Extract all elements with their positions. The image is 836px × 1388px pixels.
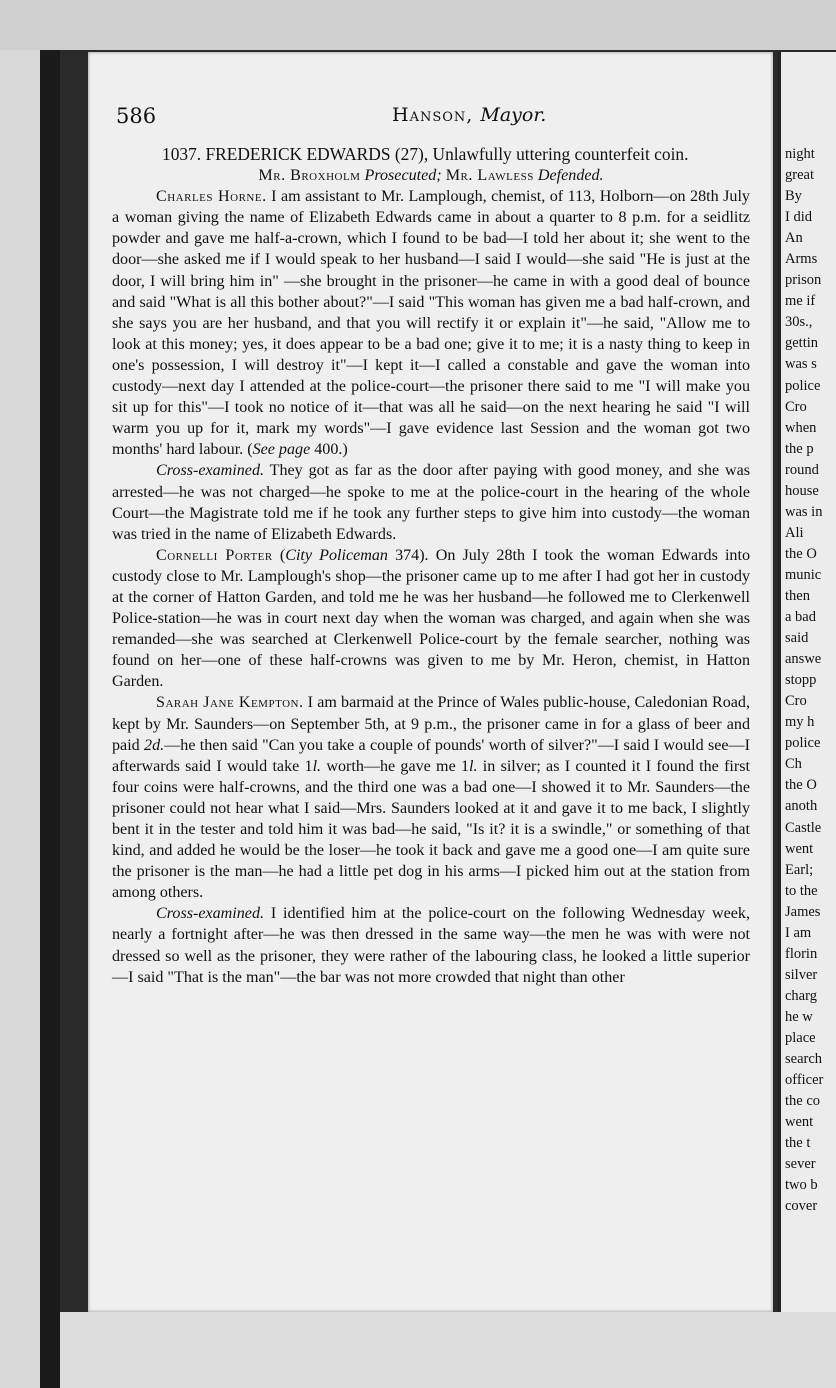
facing-page-fragment: florin — [785, 945, 818, 962]
facing-page-fragment: a bad — [785, 609, 816, 626]
defence-role: Defended. — [537, 167, 604, 185]
facing-page-fragment: munic — [785, 566, 822, 583]
facing-page-fragment: Arms — [785, 251, 818, 268]
running-head-name: Hanson, — [392, 104, 474, 126]
facing-page-fragment: the O — [785, 545, 817, 562]
testimony-text: On July 28th I took the woman Edwards into custody close to Mr. Lamplough's shop—the prisoner came up to me after I had got her in custody at the corner of Hatton Garden, and told me he was her husband—he followed me to Clerkenwell Police-station—he was in court next day when the woman was charged, and again when she was remanded—she was searched at Clerkenwell Police-court by the female searcher, nothing was found on her—one of these half-crowns was given to me by Mr. Heron, chemist, in Hatton Garden. — [112, 546, 750, 691]
facing-page-fragment: charg — [785, 987, 817, 1004]
page-number: 586 — [116, 104, 157, 128]
facing-page-fragment: stopp — [785, 672, 817, 689]
testimony-text: —he then said "Can you take a couple of pounds' worth of silver?"—I said I would see—I afterwards said I would take 1 — [112, 736, 750, 775]
facing-page-fragment: Ch — [785, 756, 802, 773]
testimony-text: I identified him at the police-court on the following Wednesday week, nearly a fortnight after—he was then dressed in the same way—the men he was with were not dressed so well as the prisoner, they were rather of the labouring class, he looked a little superior—I said "That is the man"—the bar was not more crowded that night than other — [112, 905, 750, 986]
facing-page-fragment: when — [785, 419, 817, 436]
bottom-scan-margin — [60, 1312, 836, 1388]
facing-page-fragment: to the — [785, 882, 818, 899]
testimony-text: I am barmaid at the Prince of Wales public-house, Caledonian Road, kept by Mr. Saunders—on September 5th, at 9 p.m., the prisoner came in for a glass of beer and paid — [112, 694, 750, 754]
witness-name: Cornelli Porter — [156, 546, 273, 564]
facing-page-fragment: cover — [785, 1198, 818, 1215]
cross-examined-label: Cross-examined. — [156, 905, 265, 923]
page-header — [116, 104, 746, 134]
running-head-title: Mayor. — [480, 104, 547, 126]
testimony-paragraph — [112, 186, 750, 460]
facing-page-fragment: An — [785, 230, 803, 247]
facing-page-fragment: search — [785, 1051, 823, 1068]
facing-page-fragment: was in — [785, 503, 823, 520]
facing-page-fragment: the co — [785, 1093, 821, 1110]
facing-page-fragment: anoth — [785, 798, 818, 815]
facing-page-fragment: I am — [785, 924, 812, 941]
facing-page-fragment: the p — [785, 440, 814, 457]
facing-page-fragment: By — [785, 188, 802, 205]
facing-page-fragment: two b — [785, 1177, 818, 1194]
facing-page-fragment: me if — [785, 293, 816, 310]
see-page-reference: See page — [252, 441, 311, 459]
facing-page-fragment: I did — [785, 209, 812, 226]
page-text — [112, 144, 750, 988]
case-heading: 1037. FREDERICK EDWARDS (27), Unlawfully uttering counterfeit coin. — [162, 144, 689, 164]
amount: l. — [312, 757, 322, 775]
left-scan-strip — [0, 50, 40, 1388]
testimony-text: in silver; as I counted it I found the first four coins were half-crowns, and the third one was a bad one—I showed it to Mr. Saunders—the prisoner could not hear what I said—Mrs. Saunders looked at it and gave it to me back, I slightly bent it in the tester and told him it was bad—he said, "Is it? it is a swindle," or something of that kind, and added he would be the loser—he took it back and gave me a good one—I am quite sure the prisoner is the man—he had a little pet dog in his arms—I picked him out at the station from among others. — [112, 757, 750, 902]
facing-page-fragment: Cro — [785, 693, 807, 710]
see-page-number: 400.) — [314, 441, 348, 459]
prosecution-counsel: Mr. Broxholm — [258, 167, 361, 185]
defence-counsel: Mr. Lawless — [445, 167, 534, 185]
facing-page-fragment: round — [785, 461, 819, 478]
facing-page-fragment: was s — [785, 356, 817, 373]
facing-page-fragment: the t — [785, 1135, 811, 1152]
facing-page-fragment: night — [785, 146, 815, 162]
witness-detail: City Policeman — [285, 546, 388, 564]
facing-page-fragment: police — [785, 735, 821, 752]
facing-page-fragment: Ali — [785, 524, 804, 541]
testimony-text: I am assistant to Mr. Lamplough, chemist, of 113, Holborn—on 28th July a woman giving the name of Elizabeth Edwards came in about a quarter to 8 p.m. for a seidlitz powder and gave me half-a-crown, which I found to be bad—I told her about it; she went to the door—she asked me if I would speak to her husband—I said I would—she said "He is just at the door, I will bring him in" —she brought in the prisoner—he came in with a good deal of bounce and said "What is all this bother about?"—I said "This woman has given me a bad half-crown, and she says you are her husband, and that you will rectify it or explain it"—he said, "Allow me to look at this money; yes, it does appear to be a bad one; give it to me; it is a nasty thing to keep in one's possession, I will destroy it"—I kept it—I called a constable and gave the woman into custody—next day I attended at the police-court—the prisoner there said to me "I will make you sit up for this"—I took no notice of it—that was all he said—on the next hearing he said "I will warm you up for it, mark my words"—I gave evidence last Session and the woman got two months' hard labour. ( — [112, 188, 750, 459]
prosecution-role: Prosecuted; — [364, 167, 442, 185]
facing-page-lines — [781, 144, 823, 1217]
facing-page-fragment: went — [785, 840, 814, 857]
testimony-paragraph — [112, 692, 750, 903]
testimony-paragraph: Cornelli Porter (City Policeman 374). On July 28th I took the woman Edwards into custody close to Mr. Lamplough's shop—the prisoner came up to me after I had got her in custody at the corner of Hatton Garden, and told me he was her husband—he followed me to Clerkenwell Police-station—he was in court next day when the woman was charged, and again when she was remanded—she was searched at Clerkenwell Police-court by the female searcher, nothing was found on her—one of these half-crowns was given to me by Mr. Heron, chemist, in Hatton Garden. — [112, 546, 750, 691]
facing-page-fragment: officer — [785, 1072, 824, 1089]
facing-page-fragment: my h — [785, 714, 815, 731]
facing-page-fragment: great — [785, 167, 814, 184]
facing-page-fragment: sever — [785, 1156, 816, 1173]
testimony-text: They got as far as the door after paying with good money, and she was arrested—he was not charged—he spoke to me at the police-court in the hearing of the whole Court—the Magistrate told me if he took any further steps to give him into custody—the woman was tried in the name of Elizabeth Edwards. — [112, 462, 750, 543]
facing-page-edge — [778, 52, 836, 1312]
witness-name: Charles Horne. — [156, 188, 267, 206]
facing-page-fragment: silver — [785, 966, 818, 983]
cross-examined-label: Cross-examined. — [156, 462, 265, 480]
testimony-text: worth—he gave me 1 — [321, 757, 470, 775]
facing-page-fragment: Cro — [785, 398, 807, 415]
counsel-line — [112, 165, 750, 186]
testimony-paragraph — [112, 903, 750, 987]
facing-page-fragment: place — [785, 1029, 816, 1046]
facing-page-fragment: went — [785, 1114, 814, 1131]
facing-page-fragment: answe — [785, 651, 822, 668]
amount: l. — [469, 757, 478, 775]
facing-page-fragment: gettin — [785, 335, 819, 352]
facing-page-fragment: 30s., — [785, 314, 813, 331]
facing-page-fragment: police — [785, 377, 821, 394]
facing-page-fragment: Castle — [785, 819, 822, 836]
witness-badge: 374). — [395, 546, 429, 564]
facing-page-fragment: then — [785, 587, 810, 604]
book-page — [88, 52, 773, 1312]
facing-page-fragment: the O — [785, 777, 817, 794]
testimony-paragraph — [112, 460, 750, 544]
top-scan-margin — [0, 0, 836, 50]
facing-page-fragment: he w — [785, 1008, 813, 1025]
witness-name: Sarah Jane Kempton. — [156, 694, 304, 712]
facing-page-fragment: prison — [785, 272, 822, 289]
facing-page-fragment: house — [785, 482, 819, 499]
running-head — [392, 104, 546, 126]
amount: 2d. — [144, 736, 165, 754]
facing-page-fragment: Earl; — [785, 861, 814, 878]
facing-page-fragment: James — [785, 903, 821, 920]
facing-page-fragment: said — [785, 630, 809, 647]
